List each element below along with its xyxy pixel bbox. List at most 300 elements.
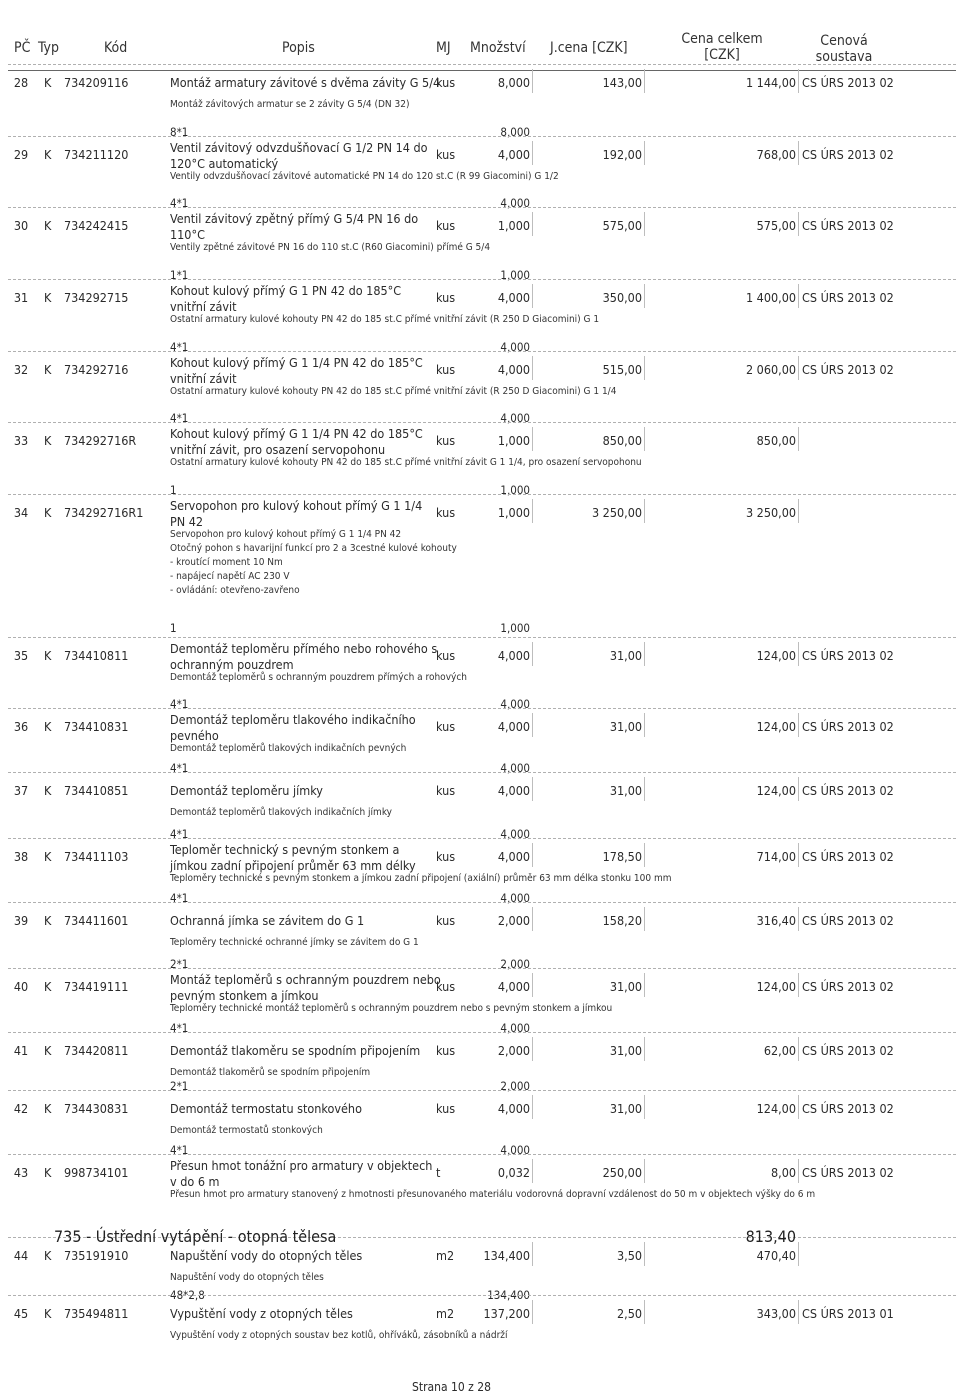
item-type: K: [44, 147, 52, 162]
item-description-line: Montáž teploměrů s ochranným pouzdrem nebo: [170, 972, 441, 987]
item-number: 34: [13, 505, 29, 520]
item-description-line: ochranným pouzdrem: [170, 657, 294, 672]
row-separator: [8, 351, 956, 352]
item-number: 36: [13, 719, 29, 734]
item-description: [170, 1248, 362, 1264]
row-separator: [8, 279, 956, 280]
item-detail: Otočný pohon s havarijní funkcí pro 2 a 3cestné kulové kohouty: [170, 543, 457, 554]
col-header-kod: Kód: [104, 40, 128, 56]
item-unit-price: 575,00: [602, 218, 642, 233]
item-unit-price: 515,00: [602, 362, 642, 377]
item-measure-value: 134,400: [487, 1288, 530, 1302]
price-divider: [644, 499, 645, 523]
item-type: K: [44, 75, 52, 90]
item-number: 45: [13, 1306, 29, 1321]
item-quantity: 2,000: [497, 913, 530, 928]
col-header-cena-celkem: [672, 31, 772, 63]
item-measure-formula: 2*1: [170, 1079, 189, 1093]
item-description-line: Teploměr technický s pevným stonkem a: [170, 842, 400, 857]
item-total: 3 250,00: [745, 505, 796, 520]
item-price-system: CS ÚRS 2013 02: [802, 75, 894, 90]
item-number: 33: [13, 433, 29, 448]
total-divider: [798, 973, 799, 997]
item-measure-formula: 4*1: [170, 827, 189, 841]
item-detail: Demontáž termostatů stonkových: [170, 1125, 323, 1136]
item-measure-formula: 4*1: [170, 697, 189, 711]
item-description-line: Kohout kulový přímý G 1 1/4 PN 42 do 185°C: [170, 355, 423, 370]
qty-divider: [532, 1242, 533, 1266]
item-price-system: CS ÚRS 2013 02: [802, 362, 894, 377]
item-description: [170, 712, 416, 744]
item-detail: Teploměry technické montáž teploměrů s ochranným pouzdrem nebo s pevným stonkem a jímkou: [170, 1003, 613, 1014]
item-unit-price: 158,20: [602, 913, 642, 928]
item-detail: - kroutící moment 10 Nm: [170, 557, 283, 568]
col-header-cena-celkem-line1: Cena celkem: [681, 31, 763, 47]
item-price-system: CS ÚRS 2013 02: [802, 648, 894, 663]
item-price-system: CS ÚRS 2013 02: [802, 719, 894, 734]
item-unit: kus: [436, 1043, 456, 1058]
item-type: K: [44, 433, 52, 448]
item-measure-formula: 4*1: [170, 1021, 189, 1035]
item-detail: Ventily zpětné závitové PN 16 do 110 st.C (R60 Giacomini) přímé G 5/4: [170, 242, 491, 253]
item-price-system: CS ÚRS 2013 02: [802, 1101, 894, 1116]
item-measure-formula: 1*1: [170, 268, 189, 282]
item-description-line: 120°C automatický: [170, 156, 279, 171]
item-quantity: 4,000: [497, 783, 530, 798]
item-measure-formula: 1: [170, 483, 177, 497]
item-measure-value: 4,000: [500, 1143, 530, 1157]
col-header-mnozstvi: Množství: [470, 40, 526, 56]
item-quantity: 2,000: [497, 1043, 530, 1058]
item-code: 734419111: [64, 979, 129, 994]
qty-divider: [532, 427, 533, 451]
item-measure-value: 4,000: [500, 761, 530, 775]
item-measure-value: 4,000: [500, 697, 530, 711]
item-code: 734411601: [64, 913, 129, 928]
item-unit-price: 31,00: [609, 979, 642, 994]
item-total: 124,00: [756, 979, 796, 994]
total-divider: [798, 713, 799, 737]
qty-divider: [532, 212, 533, 236]
item-measure-value: 4,000: [500, 196, 530, 210]
total-divider: [798, 843, 799, 867]
item-price-system: CS ÚRS 2013 02: [802, 913, 894, 928]
item-description-line: PN 42: [170, 514, 204, 529]
qty-divider: [532, 141, 533, 165]
item-description-line: pevného: [170, 728, 219, 743]
item-measure-formula: 4*1: [170, 411, 189, 425]
item-unit-price: 31,00: [609, 719, 642, 734]
item-detail: Demontáž tlakoměrů se spodním připojením: [170, 1067, 371, 1078]
row-separator: [8, 1090, 956, 1091]
item-unit-price: 350,00: [602, 290, 642, 305]
item-unit: kus: [436, 290, 456, 305]
price-divider: [644, 1242, 645, 1266]
item-quantity: 0,032: [497, 1165, 530, 1180]
item-description-line: Napuštění vody do otopných těles: [170, 1248, 363, 1263]
total-divider: [798, 1095, 799, 1119]
item-number: 29: [13, 147, 29, 162]
col-header-popis: Popis: [282, 40, 315, 56]
item-number: 41: [13, 1043, 29, 1058]
price-divider: [644, 356, 645, 380]
qty-divider: [532, 499, 533, 523]
price-divider: [644, 69, 645, 93]
col-header-pc: PČ: [14, 40, 31, 56]
item-unit-price: 2,50: [616, 1306, 642, 1321]
item-description: [170, 1101, 362, 1117]
price-divider: [644, 907, 645, 931]
item-total: 850,00: [756, 433, 796, 448]
item-type: K: [44, 1165, 52, 1180]
item-code: 734430831: [64, 1101, 129, 1116]
item-description: [170, 140, 427, 172]
item-measure-value: 4,000: [500, 340, 530, 354]
item-total: 124,00: [756, 648, 796, 663]
item-description-line: Demontáž teploměru jímky: [170, 783, 323, 798]
item-code: 735191910: [64, 1248, 129, 1263]
item-description-line: Přesun hmot tonážní pro armatury v objektech: [170, 1158, 433, 1173]
item-code: 734410811: [64, 648, 129, 663]
total-divider: [798, 141, 799, 165]
item-unit: kus: [436, 218, 456, 233]
item-unit-price: 3 250,00: [591, 505, 642, 520]
price-divider: [644, 1095, 645, 1119]
item-detail: Ostatní armatury kulové kohouty PN 42 do 185 st.C přímé vnitřní závit (R 250 D Giacomini) G 1 1/4: [170, 386, 617, 397]
item-description-line: Demontáž teploměru tlakového indikačního: [170, 712, 416, 727]
item-description-line: Montáž armatury závitové s dvěma závity G 5/4: [170, 75, 441, 90]
qty-divider: [532, 1300, 533, 1324]
row-separator: [8, 902, 956, 903]
item-detail: Montáž závitových armatur se 2 závity G 5/4 (DN 32): [170, 99, 410, 110]
item-type: K: [44, 979, 52, 994]
item-description-line: v do 6 m: [170, 1174, 220, 1189]
item-unit: kus: [436, 913, 456, 928]
item-measure-value: 1,000: [500, 621, 530, 635]
header-rule: [8, 70, 956, 71]
price-divider: [644, 141, 645, 165]
item-quantity: 1,000: [497, 433, 530, 448]
item-code: 734292715: [64, 290, 129, 305]
item-unit-price: 250,00: [602, 1165, 642, 1180]
col-header-cenova-soustava: [804, 33, 884, 65]
row-separator: [8, 64, 956, 65]
item-price-system: CS ÚRS 2013 02: [802, 147, 894, 162]
item-unit: kus: [436, 979, 456, 994]
item-detail: - ovládání: otevřeno-zavřeno: [170, 585, 300, 596]
item-measure-formula: 2*1: [170, 957, 189, 971]
item-detail: Napuštění vody do otopných těles: [170, 1272, 324, 1283]
item-detail: Přesun hmot pro armatury stanovený z hmotnosti přesunovaného materiálu vodorovná dopravní vzdálenost do 50 m v objektech výšky do 6 m: [170, 1189, 816, 1200]
item-measure-value: 4,000: [500, 827, 530, 841]
item-quantity: 4,000: [497, 719, 530, 734]
item-price-system: CS ÚRS 2013 02: [802, 849, 894, 864]
item-description: [170, 1043, 420, 1059]
item-unit-price: 178,50: [602, 849, 642, 864]
item-total: 124,00: [756, 1101, 796, 1116]
price-divider: [644, 777, 645, 801]
item-detail: Teploměry technické ochranné jímky se závitem do G 1: [170, 937, 419, 948]
item-type: K: [44, 913, 52, 928]
item-quantity: 8,000: [497, 75, 530, 90]
item-quantity: 137,200: [483, 1306, 530, 1321]
item-total: 62,00: [763, 1043, 796, 1058]
item-code: 735494811: [64, 1306, 129, 1321]
total-divider: [798, 499, 799, 523]
item-detail: Servopohon pro kulový kohout přímý G 1 1/4 PN 42: [170, 529, 402, 540]
item-unit-price: 192,00: [602, 147, 642, 162]
section-title: 735 - Ústřední vytápění - otopná tělesa: [54, 1227, 337, 1246]
section-total: 813,40: [745, 1227, 796, 1246]
col-header-cena-celkem-line2: [CZK]: [704, 47, 740, 63]
item-type: K: [44, 1043, 52, 1058]
item-detail: Teploměry technické s pevným stonkem a jímkou zadní připojení (axiální) průměr 63 mm délka stonku 100 mm: [170, 873, 672, 884]
item-total: 124,00: [756, 783, 796, 798]
item-type: K: [44, 1306, 52, 1321]
item-code: 734242415: [64, 218, 129, 233]
page-footer: Strana 10 z 28: [412, 1380, 492, 1394]
qty-divider: [532, 1159, 533, 1183]
item-measure-value: 4,000: [500, 891, 530, 905]
row-separator: [8, 708, 956, 709]
item-detail: Ostatní armatury kulové kohouty PN 42 do 185 st.C přímé vnitřní závit G 1 1/4, pro osazení servopohonu: [170, 457, 642, 468]
item-total: 316,40: [756, 913, 796, 928]
item-measure-value: 2,000: [500, 1079, 530, 1093]
total-divider: [798, 1159, 799, 1183]
item-number: 40: [13, 979, 29, 994]
item-description: [170, 498, 422, 530]
qty-divider: [532, 973, 533, 997]
total-divider: [798, 642, 799, 666]
item-unit-price: 143,00: [602, 75, 642, 90]
item-code: 734292716R1: [64, 505, 144, 520]
qty-divider: [532, 713, 533, 737]
item-measure-formula: 4*1: [170, 340, 189, 354]
item-number: 37: [13, 783, 29, 798]
price-divider: [644, 212, 645, 236]
price-divider: [644, 1037, 645, 1061]
total-divider: [798, 1037, 799, 1061]
item-unit: kus: [436, 505, 456, 520]
item-code: 734211120: [64, 147, 129, 162]
item-number: 38: [13, 849, 29, 864]
item-type: K: [44, 362, 52, 377]
qty-divider: [532, 1095, 533, 1119]
item-quantity: 1,000: [497, 218, 530, 233]
item-unit: m2: [436, 1248, 455, 1263]
qty-divider: [532, 69, 533, 93]
item-unit: kus: [436, 75, 456, 90]
item-measure-formula: 4*1: [170, 1143, 189, 1157]
item-description: [170, 783, 323, 799]
col-header-cenova-line2: soustava: [815, 49, 873, 65]
item-quantity: 4,000: [497, 849, 530, 864]
item-measure-value: 1,000: [500, 268, 530, 282]
item-code: 734292716: [64, 362, 129, 377]
price-divider: [644, 1300, 645, 1324]
item-description-line: Kohout kulový přímý G 1 1/4 PN 42 do 185°C: [170, 426, 423, 441]
item-unit: kus: [436, 147, 456, 162]
total-divider: [798, 69, 799, 93]
item-unit: kus: [436, 1101, 456, 1116]
item-measure-value: 8,000: [500, 125, 530, 139]
item-description-line: Ventil závitový odvzdušňovací G 1/2 PN 14 do: [170, 140, 428, 155]
item-code: 734209116: [64, 75, 129, 90]
item-measure-formula: 8*1: [170, 125, 189, 139]
item-total: 2 060,00: [745, 362, 796, 377]
item-quantity: 4,000: [497, 648, 530, 663]
item-type: K: [44, 505, 52, 520]
item-code: 734410851: [64, 783, 129, 798]
item-description-line: Kohout kulový přímý G 1 PN 42 do 185°C: [170, 283, 402, 298]
item-detail: - napájecí napětí AC 230 V: [170, 571, 290, 582]
item-code: 734292716R: [64, 433, 137, 448]
item-unit: kus: [436, 433, 456, 448]
item-description: [170, 913, 364, 929]
item-unit: kus: [436, 849, 456, 864]
row-separator: [8, 494, 956, 495]
item-measure-value: 4,000: [500, 411, 530, 425]
item-measure-formula: 1: [170, 621, 177, 635]
item-type: K: [44, 849, 52, 864]
price-divider: [644, 973, 645, 997]
item-code: 998734101: [64, 1165, 129, 1180]
item-description: [170, 283, 401, 315]
item-description-line: 110°C: [170, 227, 205, 242]
item-description-line: vnitřní závit: [170, 371, 237, 386]
total-divider: [798, 356, 799, 380]
item-total: 1 400,00: [745, 290, 796, 305]
qty-divider: [532, 777, 533, 801]
total-divider: [798, 212, 799, 236]
item-number: 44: [13, 1248, 29, 1263]
item-quantity: 4,000: [497, 1101, 530, 1116]
item-type: K: [44, 719, 52, 734]
item-description: [170, 1306, 353, 1322]
item-unit-price: 3,50: [616, 1248, 642, 1263]
price-divider: [644, 1159, 645, 1183]
total-divider: [798, 1300, 799, 1324]
item-number: 32: [13, 362, 29, 377]
item-code: 734411103: [64, 849, 129, 864]
qty-divider: [532, 356, 533, 380]
item-description-line: vnitřní závit: [170, 299, 237, 314]
item-quantity: 4,000: [497, 147, 530, 162]
item-number: 31: [13, 290, 29, 305]
item-type: K: [44, 648, 52, 663]
item-description-line: Vypuštění vody z otopných těles: [170, 1306, 353, 1321]
item-total: 8,00: [770, 1165, 796, 1180]
item-code: 734420811: [64, 1043, 129, 1058]
item-description-line: Demontáž tlakoměru se spodním připojením: [170, 1043, 421, 1058]
item-unit: kus: [436, 783, 456, 798]
item-measure-value: 2,000: [500, 957, 530, 971]
item-detail: Demontáž teploměrů s ochranným pouzdrem přímých a rohových: [170, 672, 467, 683]
qty-divider: [532, 284, 533, 308]
row-separator: [8, 207, 956, 208]
row-separator: [8, 1154, 956, 1155]
item-description: [170, 355, 423, 387]
qty-divider: [532, 843, 533, 867]
price-divider: [644, 843, 645, 867]
col-header-jcena: J.cena [CZK]: [550, 40, 628, 56]
item-description: [170, 1158, 432, 1190]
item-description-line: Demontáž termostatu stonkového: [170, 1101, 362, 1116]
item-price-system: CS ÚRS 2013 02: [802, 290, 894, 305]
qty-divider: [532, 642, 533, 666]
item-description: [170, 842, 416, 874]
item-price-system: CS ÚRS 2013 02: [802, 979, 894, 994]
item-description: [170, 75, 440, 91]
item-description-line: Demontáž teploměru přímého nebo rohového s: [170, 641, 438, 656]
item-description-line: jímkou zadní připojení průměr 63 mm délky: [170, 858, 416, 873]
item-unit: m2: [436, 1306, 455, 1321]
col-header-mj: MJ: [436, 40, 451, 56]
item-description: [170, 972, 441, 1004]
item-number: 42: [13, 1101, 29, 1116]
item-detail: Ventily odvzdušňovací závitové automatické PN 14 do 120 st.C (R 99 Giacomini) G 1/2: [170, 171, 559, 182]
item-price-system: CS ÚRS 2013 02: [802, 1165, 894, 1180]
item-price-system: CS ÚRS 2013 01: [802, 1306, 894, 1321]
item-quantity: 4,000: [497, 362, 530, 377]
item-number: 43: [13, 1165, 29, 1180]
total-divider: [798, 284, 799, 308]
item-measure-value: 4,000: [500, 1021, 530, 1035]
price-divider: [644, 284, 645, 308]
item-description: [170, 426, 423, 458]
item-description-line: Ventil závitový zpětný přímý G 5/4 PN 16 do: [170, 211, 419, 226]
item-price-system: CS ÚRS 2013 02: [802, 783, 894, 798]
item-measure-formula: 48*2,8: [170, 1288, 205, 1302]
row-separator: [8, 1295, 956, 1296]
item-unit-price: 31,00: [609, 783, 642, 798]
item-unit: kus: [436, 362, 456, 377]
price-divider: [644, 427, 645, 451]
item-unit-price: 31,00: [609, 648, 642, 663]
item-number: 39: [13, 913, 29, 928]
item-quantity: 1,000: [497, 505, 530, 520]
item-total: 1 144,00: [745, 75, 796, 90]
item-detail: Demontáž teploměrů tlakových indikačních jímky: [170, 807, 392, 818]
item-total: 714,00: [756, 849, 796, 864]
row-separator: [8, 968, 956, 969]
item-total: 343,00: [756, 1306, 796, 1321]
total-divider: [798, 427, 799, 451]
item-type: K: [44, 290, 52, 305]
item-measure-formula: 4*1: [170, 761, 189, 775]
item-type: K: [44, 1248, 52, 1263]
item-code: 734410831: [64, 719, 129, 734]
item-price-system: CS ÚRS 2013 02: [802, 1043, 894, 1058]
item-type: K: [44, 218, 52, 233]
col-header-cenova-line1: Cenová: [820, 33, 868, 49]
item-detail: Ostatní armatury kulové kohouty PN 42 do 185 st.C přímé vnitřní závit (R 250 D Giacomini) G 1: [170, 314, 600, 325]
item-description-line: vnitřní závit, pro osazení servopohonu: [170, 442, 386, 457]
item-number: 35: [13, 648, 29, 663]
item-type: K: [44, 1101, 52, 1116]
item-unit: kus: [436, 648, 456, 663]
item-measure-formula: 4*1: [170, 196, 189, 210]
item-total: 768,00: [756, 147, 796, 162]
item-unit-price: 31,00: [609, 1101, 642, 1116]
item-detail: Vypuštění vody z otopných soustav bez kotlů, ohříváků, zásobníků a nádrží: [170, 1330, 508, 1341]
item-description-line: pevným stonkem a jímkou: [170, 988, 319, 1003]
item-unit-price: 31,00: [609, 1043, 642, 1058]
price-divider: [644, 713, 645, 737]
item-measure-value: 1,000: [500, 483, 530, 497]
item-description: [170, 211, 418, 243]
item-description-line: Ochranná jímka se závitem do G 1: [170, 913, 365, 928]
